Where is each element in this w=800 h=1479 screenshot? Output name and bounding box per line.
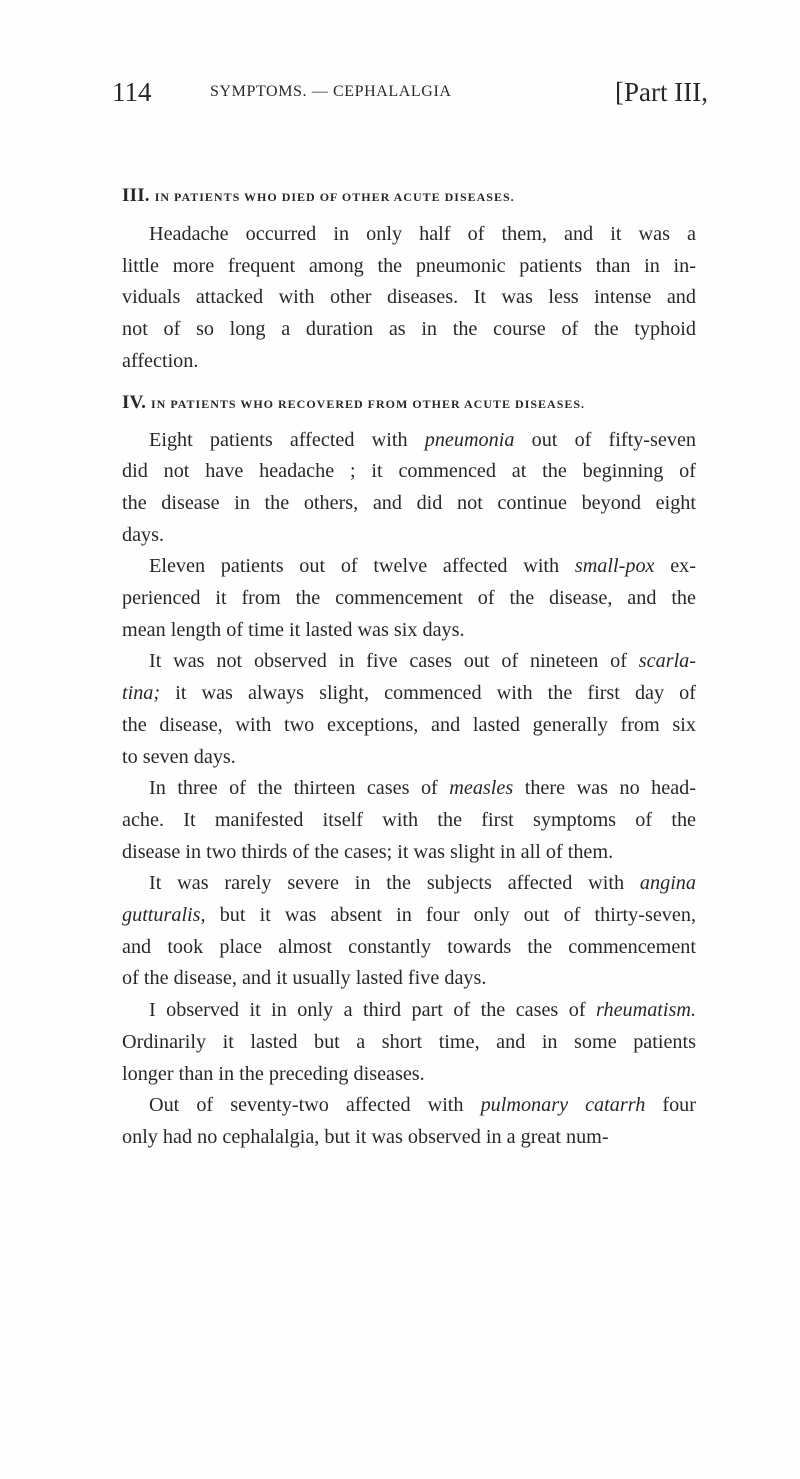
italic-term: pulmonary catarrh xyxy=(480,1094,646,1117)
text-run: the disease, with two exceptions, and lasted generally from six xyxy=(122,713,696,736)
section-numeral: IV. xyxy=(122,391,147,413)
text-line xyxy=(122,456,696,488)
section-iv-paragraph xyxy=(122,995,696,1090)
text-run: and took place almost constantly towards the commencement xyxy=(122,935,696,958)
text-line xyxy=(122,773,696,805)
text-run: to seven days. xyxy=(122,745,236,768)
text-run: it was always slight, commenced with the first day of xyxy=(160,682,696,705)
text-line xyxy=(122,615,696,647)
section-iv-body xyxy=(122,425,696,1154)
text-run: of the disease, and it usually lasted five days. xyxy=(122,967,487,990)
text-line: not of so long a duration as in the course of the typhoid xyxy=(122,318,696,341)
part-label: [Part III, xyxy=(615,77,708,107)
italic-term: scarla- xyxy=(638,650,696,673)
section-iv-paragraph xyxy=(122,773,696,868)
text-run: ache. It manifested itself with the first symptoms of the xyxy=(122,808,696,831)
text-line xyxy=(122,805,696,837)
section-iv-paragraph xyxy=(122,551,696,646)
section-iv-paragraph xyxy=(122,1090,696,1153)
running-head xyxy=(112,74,708,110)
text-run: ex- xyxy=(654,555,697,578)
text-line xyxy=(122,932,696,964)
text-run: longer than in the preceding diseases. xyxy=(122,1062,425,1085)
text-line xyxy=(122,995,696,1027)
italic-term: gutturalis, xyxy=(122,904,206,927)
page-number: 114 xyxy=(112,77,152,107)
running-title: SYMPTOMS. — CEPHALALGIA xyxy=(210,83,452,100)
text-line xyxy=(122,837,696,869)
text-run: Eleven patients out of twelve affected with xyxy=(149,555,575,578)
text-run: In three of the thirteen cases of xyxy=(149,777,450,800)
text-run: but it was absent in four only out of thirty-seven, xyxy=(205,904,696,927)
italic-term: pneumonia xyxy=(424,428,515,451)
body-text xyxy=(122,183,696,1154)
section-title: IN PATIENTS WHO RECOVERED FROM OTHER ACUTE DISEASES. xyxy=(150,396,586,411)
section-iv-paragraph xyxy=(122,646,696,773)
text-run: Out of seventy-two affected with xyxy=(149,1094,481,1117)
italic-term: measles xyxy=(449,777,514,800)
text-run: I observed it in only a third part of the cases of xyxy=(149,999,596,1022)
section-iii-paragraph xyxy=(122,219,696,378)
section-iv-paragraph xyxy=(122,425,696,552)
text-line xyxy=(122,710,696,742)
italic-term: rheumatism. xyxy=(595,999,696,1022)
text-run: only had no cephalalgia, but it was observed in a great num- xyxy=(122,1125,609,1148)
text-line xyxy=(122,646,696,678)
section-heading-iv xyxy=(122,390,696,417)
text-line xyxy=(122,868,696,900)
text-run: Ordinarily it lasted but a short time, and in some patients xyxy=(122,1030,696,1053)
text-line xyxy=(122,678,696,710)
section-numeral: III. xyxy=(122,185,150,206)
italic-term: small-pox xyxy=(574,555,655,578)
text-line xyxy=(122,583,696,615)
text-line xyxy=(122,1122,696,1154)
text-run: out of fifty-seven xyxy=(514,428,696,451)
text-line xyxy=(122,963,696,995)
text-run: It was rarely severe in the subjects affected with xyxy=(149,872,640,895)
italic-term: angina xyxy=(639,872,696,895)
text-line: little more frequent among the pneumonic patients than in in- xyxy=(122,254,696,277)
text-run: It was not observed in five cases out of nineteen of xyxy=(149,650,639,673)
section-iv-paragraph xyxy=(122,868,696,995)
text-line xyxy=(122,900,696,932)
text-line xyxy=(122,488,696,520)
text-line xyxy=(122,520,696,552)
text-line xyxy=(122,425,696,457)
text-run: disease in two thirds of the cases; it was slight in all of them. xyxy=(122,840,614,863)
text-run: Eight patients affected with xyxy=(149,428,425,451)
text-line: viduals attacked with other diseases. It was less intense and xyxy=(122,286,696,309)
text-run: there was no head- xyxy=(513,777,696,800)
text-line xyxy=(122,1059,696,1091)
text-line xyxy=(122,551,696,583)
text-run: mean length of time it lasted was six days. xyxy=(122,618,465,641)
text-line xyxy=(122,1027,696,1059)
text-line: Headache occurred in only half of them, and it was a xyxy=(149,223,696,245)
text-run: the disease in the others, and did not continue beyond eight xyxy=(122,491,696,514)
italic-term: tina; xyxy=(122,682,161,705)
text-line: affection. xyxy=(122,349,199,372)
text-line xyxy=(122,742,696,774)
text-run: four xyxy=(645,1094,696,1117)
text-run: perienced it from the commencement of the disease, and the xyxy=(122,587,696,610)
text-run: days. xyxy=(122,523,165,546)
section-title: IN PATIENTS WHO DIED OF OTHER ACUTE DISEASES. xyxy=(154,190,515,204)
text-run: did not have headache ; it commenced at the beginning of xyxy=(122,460,696,483)
text-line xyxy=(122,1090,696,1122)
section-heading-iii xyxy=(122,183,696,210)
